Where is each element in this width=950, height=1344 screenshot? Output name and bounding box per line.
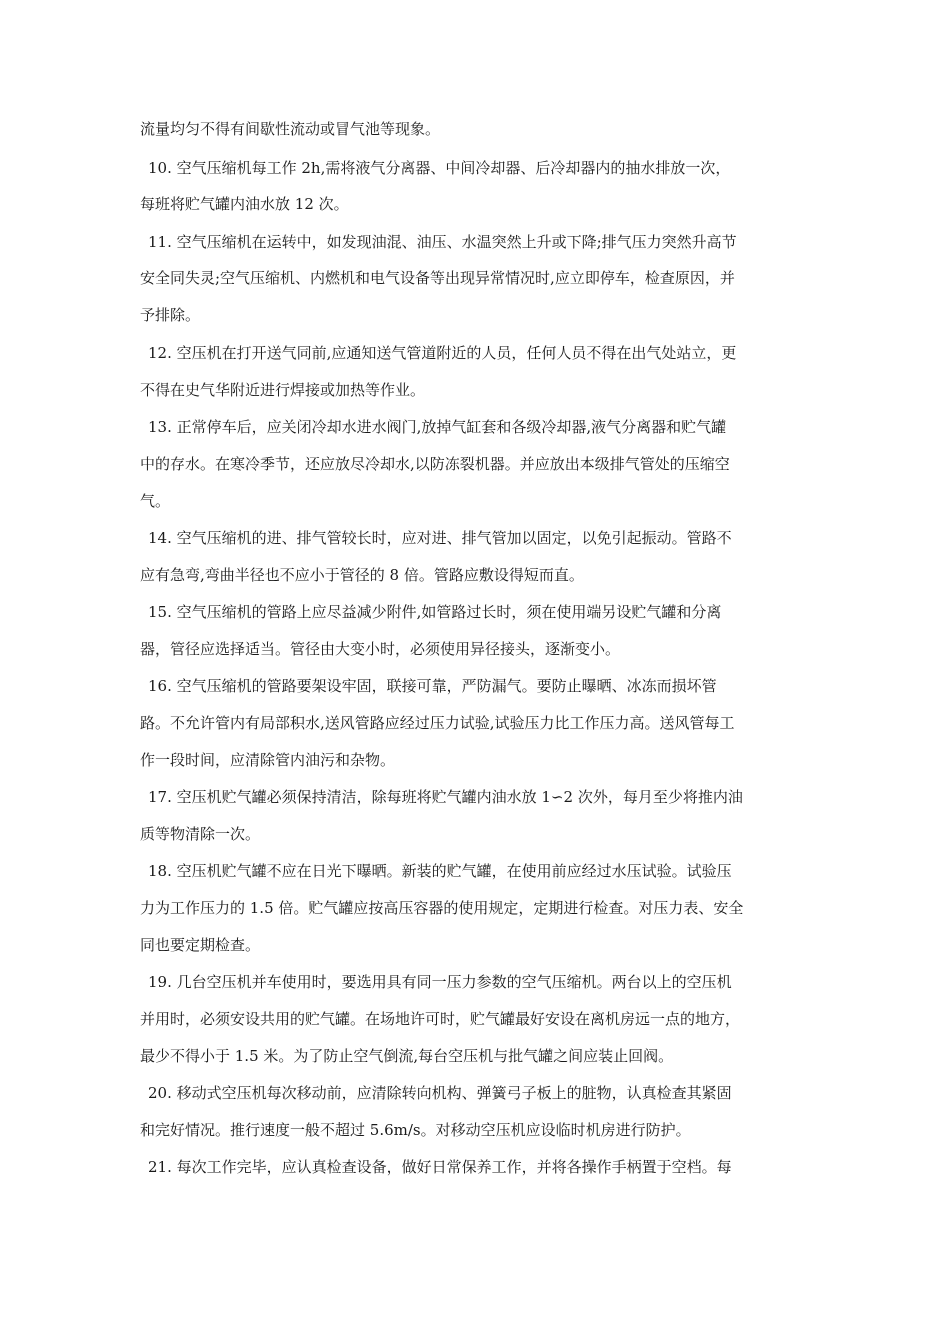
- item-15-line-2: 器，管径应选择适当。管径由大变小时，必须使用异径接头，逐渐变小。: [140, 640, 621, 658]
- item-16-line-3: 作一段时间，应清除管内油污和杂物。: [140, 751, 396, 769]
- item-19-line-1: 19. 几台空压机并车使用时，要选用具有同一压力参数的空气压缩机。两台以上的空压机: [148, 973, 732, 991]
- item-18-line-3: 同也要定期检查。: [140, 936, 261, 954]
- item-18-line-2: 力为工作压力的 1.5 倍。贮气罐应按高压容器的使用规定，定期进行检查。对压力表、安全: [140, 899, 744, 917]
- item-11-line-2: 安全同失灵;空气压缩机、内燃机和电气设备等出现异常情况时,应立即停车，检查原因，并: [140, 269, 735, 287]
- item-14-line-1: 14. 空气压缩机的进、排气管较长时，应对进、排气管加以固定，以免引起振动。管路不: [148, 529, 732, 547]
- item-12-line-1: 12. 空压机在打开送气同前,应通知送气管道附近的人员，任何人员不得在出气处站立，更: [148, 344, 737, 362]
- item-13-line-3: 气。: [140, 492, 171, 510]
- item-16-line-1: 16. 空气压缩机的管路要架设牢固，联接可靠，严防漏气。要防止曝晒、冰冻而损坏管: [148, 677, 717, 695]
- item-16-line-2: 路。不允许管内有局部积水,送风管路应经过压力试验,试验压力比工作压力高。送风管每工: [140, 714, 735, 732]
- item-10-line-1: 10. 空气压缩机每工作 2h,需将液气分离器、中间冷却器、后冷却器内的抽水排放一次，: [148, 159, 731, 177]
- item-13-line-1: 13. 正常停车后，应关闭冷却水进水阀门,放掉气缸套和各级冷却器,液气分离器和贮气罐: [148, 418, 727, 436]
- item-19-line-3: 最少不得小于 1.5 米。为了防止空气倒流,每台空压机与批气罐之间应装止回阀。: [140, 1047, 674, 1065]
- item-20-line-2: 和完好情况。推行速度一般不超过 5.6m/s。对移动空压机应设临时机房进行防护。: [140, 1121, 691, 1139]
- item-11-line-1: 11. 空气压缩机在运转中，如发现油混、油压、水温突然上升或下降;排气压力突然升高节: [148, 233, 737, 251]
- item-13-line-2: 中的存水。在寒冷季节，还应放尽冷却水,以防冻裂机器。并应放出本级排气管处的压缩空: [140, 455, 730, 473]
- item-19-line-2: 并用时，必须安设共用的贮气罐。在场地许可时，贮气罐最好安设在离机房远一点的地方，: [140, 1010, 741, 1028]
- item-14-line-2: 应有急弯,弯曲半径也不应小于管径的 8 倍。管路应敷设得短而直。: [140, 566, 584, 584]
- item-11-line-3: 予排除。: [140, 306, 201, 324]
- item-18-line-1: 18. 空压机贮气罐不应在日光下曝晒。新装的贮气罐，在使用前应经过水压试验。试验压: [148, 862, 732, 880]
- item-21-line-1: 21. 每次工作完毕，应认真检查设备，做好日常保养工作，并将各操作手柄置于空档。每: [148, 1158, 732, 1176]
- item-12-line-2: 不得在史气华附近进行焊接或加热等作业。: [140, 381, 426, 399]
- item-17-line-2: 质等物清除一次。: [140, 825, 261, 843]
- paragraph-line: 流量均匀不得有间歇性流动或冒气池等现象。: [140, 120, 441, 138]
- item-17-line-1: 17. 空压机贮气罐必须保持清洁，除每班将贮气罐内油水放 1∽2 次外，每月至少将推内油: [148, 788, 743, 806]
- item-20-line-1: 20. 移动式空压机每次移动前，应清除转向机构、弹簧弓子板上的脏物，认真检查其紧固: [148, 1084, 732, 1102]
- item-15-line-1: 15. 空气压缩机的管路上应尽益减少附件,如管路过长时，须在使用端另设贮气罐和分离: [148, 603, 722, 621]
- item-10-line-2: 每班将贮气罐内油水放 12 次。: [140, 195, 349, 213]
